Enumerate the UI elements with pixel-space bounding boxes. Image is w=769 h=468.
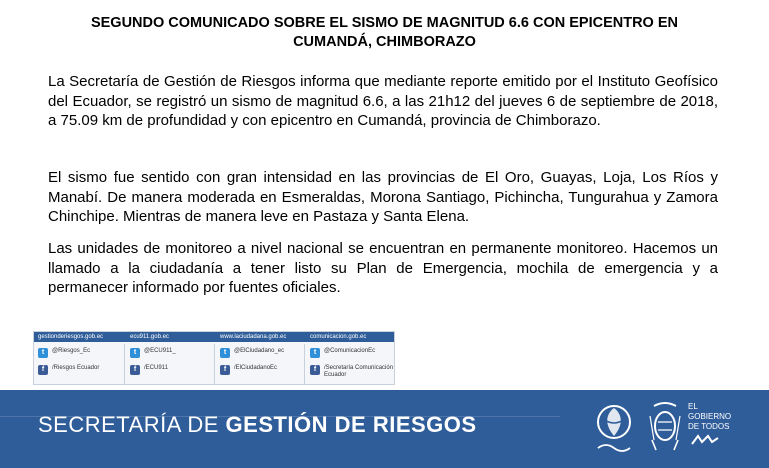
social-column-ciudadano [216,332,306,386]
facebook-handle: /Secretaría Comunicación Ecuador [324,365,394,378]
social-column-riesgos [34,332,124,386]
url-link[interactable]: ecu911.gob.ec [130,334,169,340]
brand-light-text: SECRETARÍA DE [38,412,226,437]
column-divider [124,344,125,384]
twitter-icon: t [310,348,320,358]
facebook-row[interactable] [310,365,396,379]
title-line-2: CUMANDÁ, CHIMBORAZO [293,34,476,50]
paragraph-3: Las unidades de monitoreo a nivel nacional se encuentran en permanente monitoreo. Hacemos un llamado a la ciudadanía a tener listo su Plan de Emergencia, mochila de emergencia y a permanecer informado por fuentes oficiales. [48,240,718,296]
footer-banner [0,390,769,468]
social-media-panel [33,331,395,385]
social-column-comunicacion [306,332,396,386]
facebook-row[interactable] [130,365,168,375]
facebook-row[interactable] [220,365,277,375]
url-link[interactable]: www.laciudadana.gob.ec [220,334,287,340]
column-divider [304,344,305,384]
toda-una-vida-logo-icon [584,398,644,458]
column-divider [214,344,215,384]
facebook-icon: f [220,365,230,375]
facebook-icon: f [38,365,48,375]
title-line-1: SEGUNDO COMUNICADO SOBRE EL SISMO DE MAGNITUD 6.6 CON EPICENTRO EN [90,15,679,31]
document-title [0,14,769,52]
secretaria-brand [38,412,477,438]
twitter-handle: @Riesgos_Ec [52,348,91,354]
twitter-row[interactable] [38,348,90,358]
facebook-handle: /Riesgos Ecuador [52,365,100,371]
gob-line-1: EL [688,402,698,411]
social-column-ecu911 [126,332,216,386]
twitter-icon: t [38,348,48,358]
facebook-icon: f [130,365,140,375]
ecuador-coat-of-arms-icon [648,400,682,452]
gobierno-de-todos-logo [688,402,731,432]
twitter-icon: t [130,348,140,358]
facebook-handle: /ElCiudadanoEc [234,365,278,371]
url-link[interactable]: gestionderiesgos.gob.ec [38,334,104,340]
paragraph-1: La Secretaría de Gestión de Riesgos informa que mediante reporte emitido por el Instituto Geofísico del Ecuador, se registró un sismo de magnitud 6.6, a las 21h12 del jueves 6 de septiembre de 2018, a 75.09 km de profundidad y con epicentro en Cumandá, provincia de Chimborazo. [48,73,718,129]
facebook-icon: f [310,365,320,375]
twitter-row[interactable] [220,348,284,358]
gob-line-2: GOBIERNO [688,412,732,421]
twitter-row[interactable] [130,348,176,358]
url-link[interactable]: comunicacion.gob.ec [310,334,367,340]
gob-line-3: DE TODOS [688,422,730,431]
paragraph-2: El sismo fue sentido con gran intensidad en las provincias de El Oro, Guayas, Loja, Los Ríos y Manabí. De manera moderada en Esmeraldas, Morona Santiago, Pichincha, Tungurahua y Zamora Chinchipe. Mientras de manera leve en Pastaza y Santa Elena. [48,169,718,225]
brand-bold-text: GESTIÓN DE RIESGOS [225,412,477,437]
twitter-handle: @ElCiudadano_ec [234,348,285,354]
twitter-handle: @ComunicacionEc [324,348,376,354]
twitter-row[interactable] [310,348,375,358]
facebook-handle: /ECU911 [144,365,168,371]
twitter-handle: @ECU911_ [144,348,176,354]
twitter-icon: t [220,348,230,358]
facebook-row[interactable] [38,365,99,375]
wave-mark-icon [690,434,720,446]
